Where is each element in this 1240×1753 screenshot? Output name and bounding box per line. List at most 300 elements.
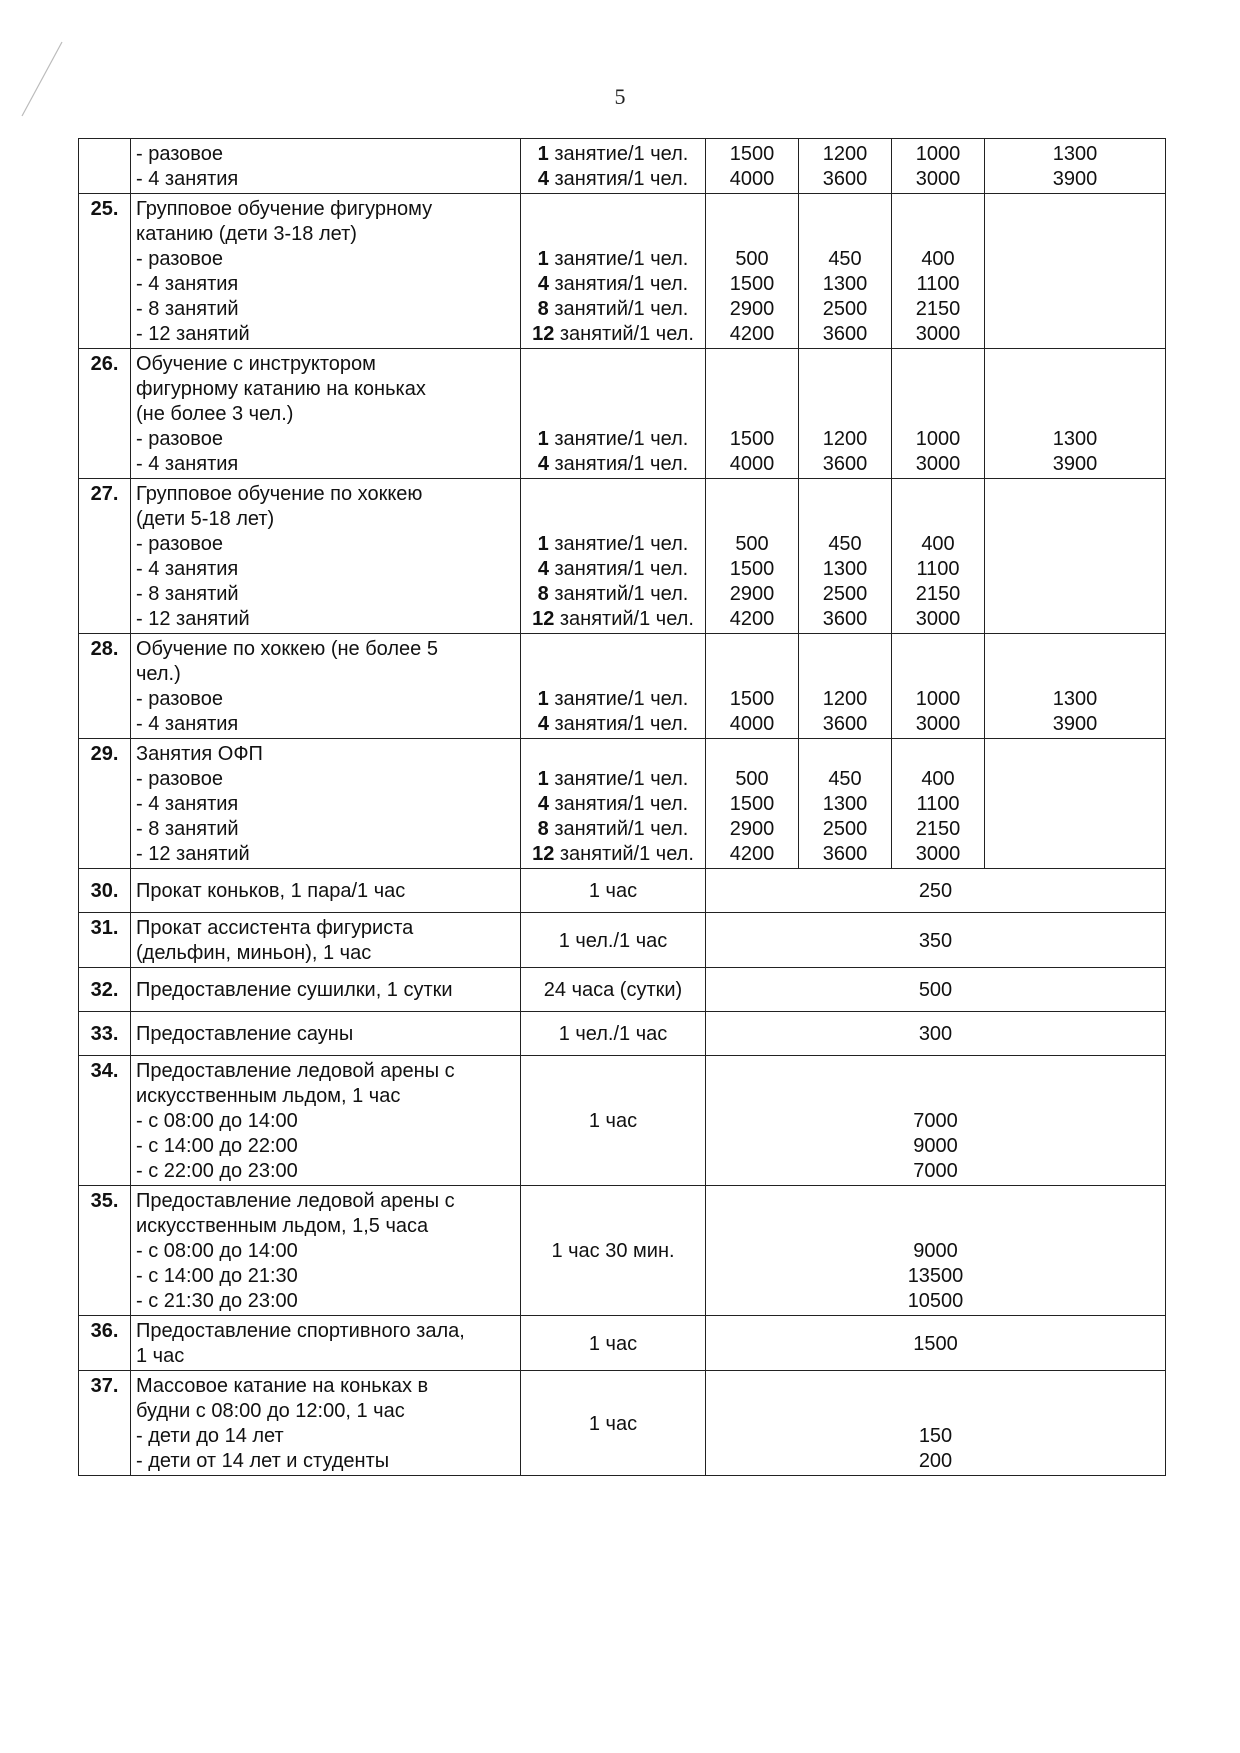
service-title-line: фигурному катанию на коньках — [136, 378, 426, 400]
spacer — [897, 352, 979, 377]
service-description — [131, 1371, 521, 1476]
item-number: 34. — [79, 1056, 131, 1186]
service-title-line: катанию (дети 3-18 лет) — [136, 223, 357, 245]
spacer — [711, 197, 793, 222]
price-cell-p4 — [985, 194, 1166, 349]
service-option: - 4 занятия — [136, 273, 239, 295]
unit-text: занятий/1 чел. — [548, 583, 689, 605]
table-row — [79, 1371, 1166, 1476]
price-value: 500 — [918, 979, 953, 1001]
price-value: 500 — [735, 533, 769, 555]
table-row — [79, 349, 1166, 479]
spacer — [711, 1374, 1160, 1399]
price-value: 1500 — [729, 273, 775, 295]
spacer — [526, 637, 700, 662]
spacer — [804, 402, 886, 427]
price-value: 3600 — [822, 323, 868, 345]
unit-text: занятий/1 чел. — [554, 843, 694, 865]
unit-line — [526, 842, 700, 867]
price-cell-p4 — [985, 139, 1166, 194]
merged-price-cell — [706, 1056, 1166, 1186]
spacer — [711, 1059, 1160, 1084]
unit-text: занятий/1 чел. — [554, 608, 694, 630]
unit-count: 4 — [537, 453, 549, 475]
unit-line — [526, 557, 700, 582]
merged-price-cell — [706, 1012, 1166, 1056]
unit-cell: 1 чел./1 час — [521, 1012, 706, 1056]
unit-cell — [521, 739, 706, 869]
table-row — [79, 139, 1166, 194]
service-option: - разовое — [136, 143, 223, 165]
price-value: 450 — [828, 768, 862, 790]
spacer — [804, 197, 886, 222]
item-number: 30. — [79, 869, 131, 913]
price-value: 1500 — [729, 428, 775, 450]
spacer — [897, 662, 979, 687]
price-cell-p2 — [799, 139, 892, 194]
price-value: 2500 — [822, 818, 868, 840]
price-value: 1300 — [822, 558, 868, 580]
price-value: 3900 — [1052, 713, 1098, 735]
table-row — [79, 1316, 1166, 1371]
price-value: 1100 — [916, 793, 960, 815]
service-title-line: (не более 3 чел.) — [136, 403, 294, 425]
item-number: 36. — [79, 1316, 131, 1371]
unit-text: занятия/1 чел. — [548, 168, 689, 190]
spacer — [526, 377, 700, 402]
unit-cell — [521, 139, 706, 194]
price-value: 2500 — [822, 298, 868, 320]
table-row — [79, 1056, 1166, 1186]
spacer — [804, 352, 886, 377]
merged-price-cell — [706, 869, 1166, 913]
unit-line — [526, 532, 700, 557]
spacer — [897, 377, 979, 402]
price-value: 7000 — [913, 1160, 958, 1182]
price-cell-p3 — [892, 739, 985, 869]
unit-count: 12 — [532, 608, 555, 630]
price-value: 1500 — [729, 688, 775, 710]
price-cell-p4 — [985, 349, 1166, 479]
price-value: 400 — [921, 768, 955, 790]
service-option: - разовое — [136, 533, 223, 555]
merged-price-cell — [706, 1371, 1166, 1476]
unit-cell — [521, 479, 706, 634]
price-cell-p1 — [706, 139, 799, 194]
spacer — [804, 742, 886, 767]
spacer — [526, 482, 700, 507]
table-row — [79, 869, 1166, 913]
spacer — [711, 377, 793, 402]
unit-text: занятий/1 чел. — [554, 323, 694, 345]
item-number: 35. — [79, 1186, 131, 1316]
unit-count: 12 — [532, 843, 555, 865]
price-value: 2150 — [915, 818, 961, 840]
price-value: 1000 — [915, 688, 961, 710]
price-value: 3000 — [915, 323, 961, 345]
unit-line — [526, 792, 700, 817]
service-option: - с 14:00 до 22:00 — [136, 1135, 298, 1157]
price-value: 1200 — [822, 688, 868, 710]
spacer — [526, 197, 700, 222]
price-value: 450 — [828, 533, 862, 555]
table-row — [79, 634, 1166, 739]
service-option: - 4 занятия — [136, 558, 239, 580]
unit-count: 4 — [537, 168, 549, 190]
merged-price-cell — [706, 913, 1166, 968]
service-description — [131, 194, 521, 349]
unit-line — [526, 272, 700, 297]
spacer — [897, 222, 979, 247]
service-title-line: Групповое обучение фигурному — [136, 198, 433, 220]
service-title-line: Массовое катание на коньках в — [136, 1375, 429, 1397]
spacer — [804, 507, 886, 532]
price-value: 1100 — [916, 273, 960, 295]
service-title-line: искусственным льдом, 1 час — [136, 1085, 401, 1107]
service-option: - 4 занятия — [136, 793, 239, 815]
unit-count: 4 — [537, 713, 549, 735]
unit-count: 4 — [537, 273, 549, 295]
price-value: 200 — [918, 1450, 953, 1472]
price-cell-p2 — [799, 634, 892, 739]
service-description — [131, 479, 521, 634]
unit-cell: 1 час — [521, 869, 706, 913]
unit-text: занятия/1 чел. — [548, 793, 689, 815]
unit-count: 1 — [537, 768, 549, 790]
spacer — [990, 352, 1160, 377]
price-value: 4000 — [729, 168, 775, 190]
price-value: 400 — [921, 533, 955, 555]
spacer — [897, 637, 979, 662]
service-title-line: (дети 5-18 лет) — [136, 508, 275, 530]
price-cell-p3 — [892, 139, 985, 194]
unit-text: занятия/1 чел. — [548, 273, 689, 295]
service-title-line: Групповое обучение по хоккею — [136, 483, 423, 505]
table-row — [79, 739, 1166, 869]
spacer — [804, 222, 886, 247]
price-value: 9000 — [913, 1135, 958, 1157]
item-number: 37. — [79, 1371, 131, 1476]
service-title-line: Прокат коньков, 1 пара/1 час — [136, 880, 406, 902]
table-row — [79, 194, 1166, 349]
spacer — [804, 377, 886, 402]
spacer — [526, 742, 700, 767]
service-title-line: Занятия ОФП — [136, 743, 263, 765]
unit-cell — [521, 194, 706, 349]
table-row — [79, 1186, 1166, 1316]
spacer — [526, 352, 700, 377]
unit-line — [526, 247, 700, 272]
price-cell-p2 — [799, 194, 892, 349]
price-value: 4200 — [729, 608, 775, 630]
price-value: 3600 — [822, 713, 868, 735]
service-option: - дети до 14 лет — [136, 1425, 284, 1447]
item-number: 29. — [79, 739, 131, 869]
price-value: 3600 — [822, 608, 868, 630]
service-description — [131, 1056, 521, 1186]
service-option: - 4 занятия — [136, 453, 239, 475]
price-cell-p1 — [706, 349, 799, 479]
spacer — [711, 222, 793, 247]
service-option: - дети от 14 лет и студенты — [136, 1450, 390, 1472]
price-value: 3000 — [915, 843, 961, 865]
price-value: 2150 — [915, 298, 961, 320]
price-value: 2900 — [729, 818, 775, 840]
price-cell-p1 — [706, 194, 799, 349]
service-title-line: Предоставление сушилки, 1 сутки — [136, 979, 453, 1001]
service-description — [131, 913, 521, 968]
spacer — [711, 637, 793, 662]
price-value: 1200 — [822, 143, 868, 165]
item-number: 26. — [79, 349, 131, 479]
price-value: 7000 — [913, 1110, 958, 1132]
unit-count: 8 — [537, 818, 549, 840]
price-value: 1000 — [915, 428, 961, 450]
price-cell-p2 — [799, 349, 892, 479]
price-value: 2500 — [822, 583, 868, 605]
unit-text: занятие/1 чел. — [548, 688, 689, 710]
service-title-line: Предоставление ледовой арены с — [136, 1190, 455, 1212]
price-value: 3600 — [822, 168, 868, 190]
unit-cell: 1 час — [521, 1371, 706, 1476]
service-title-line: 1 час — [136, 1345, 185, 1367]
service-option: - с 22:00 до 23:00 — [136, 1160, 298, 1182]
price-cell-p3 — [892, 634, 985, 739]
scan-edge-mark — [18, 40, 68, 120]
price-cell-p4 — [985, 739, 1166, 869]
spacer — [897, 197, 979, 222]
unit-text: занятие/1 чел. — [548, 143, 689, 165]
table-row — [79, 1012, 1166, 1056]
unit-line — [526, 607, 700, 632]
price-value: 500 — [735, 768, 769, 790]
price-value: 10500 — [907, 1290, 964, 1312]
spacer — [711, 482, 793, 507]
unit-text: занятий/1 чел. — [548, 298, 689, 320]
price-value: 1500 — [913, 1332, 958, 1355]
spacer — [711, 352, 793, 377]
item-number: 28. — [79, 634, 131, 739]
service-option: - с 08:00 до 14:00 — [136, 1240, 298, 1262]
service-description — [131, 739, 521, 869]
unit-line — [526, 322, 700, 347]
price-table — [78, 138, 1166, 1476]
spacer — [897, 482, 979, 507]
price-cell-p4 — [985, 634, 1166, 739]
unit-text: занятия/1 чел. — [548, 558, 689, 580]
unit-line — [526, 817, 700, 842]
item-number — [79, 139, 131, 194]
service-option: - разовое — [136, 428, 223, 450]
price-cell-p3 — [892, 349, 985, 479]
price-value: 1300 — [1052, 143, 1098, 165]
service-title-line: Прокат ассистента фигуриста — [136, 917, 414, 939]
spacer — [526, 662, 700, 687]
price-value: 1300 — [822, 793, 868, 815]
price-value: 3600 — [822, 843, 868, 865]
spacer — [804, 662, 886, 687]
unit-line — [526, 687, 700, 712]
unit-count: 1 — [537, 143, 549, 165]
price-value: 4200 — [729, 843, 775, 865]
price-value: 1100 — [916, 558, 960, 580]
unit-text: занятие/1 чел. — [548, 428, 689, 450]
unit-text: занятие/1 чел. — [548, 768, 689, 790]
unit-line — [526, 767, 700, 792]
price-value: 3600 — [822, 453, 868, 475]
price-value: 1500 — [729, 143, 775, 165]
service-option: - разовое — [136, 688, 223, 710]
merged-price-cell — [706, 1186, 1166, 1316]
table-row — [79, 968, 1166, 1012]
spacer — [990, 637, 1160, 662]
spacer — [804, 482, 886, 507]
unit-line — [526, 142, 700, 167]
service-title-line: Предоставление ледовой арены с — [136, 1060, 455, 1082]
price-value: 400 — [921, 248, 955, 270]
price-value: 4000 — [729, 453, 775, 475]
price-cell-p1 — [706, 634, 799, 739]
service-description — [131, 1316, 521, 1371]
price-cell-p1 — [706, 739, 799, 869]
unit-cell — [521, 634, 706, 739]
price-value: 1300 — [1052, 688, 1098, 710]
unit-count: 1 — [537, 248, 549, 270]
service-option: - 12 занятий — [136, 608, 250, 630]
service-title-line: чел.) — [136, 663, 181, 685]
spacer — [711, 1214, 1160, 1239]
unit-line — [526, 582, 700, 607]
unit-cell: 24 часа (сутки) — [521, 968, 706, 1012]
price-value: 13500 — [907, 1265, 964, 1287]
spacer — [897, 402, 979, 427]
price-value: 4200 — [729, 323, 775, 345]
item-number: 31. — [79, 913, 131, 968]
price-value: 2900 — [729, 298, 775, 320]
unit-line — [526, 452, 700, 477]
unit-line — [526, 297, 700, 322]
price-value: 4000 — [729, 713, 775, 735]
unit-cell — [521, 349, 706, 479]
unit-cell: 1 час — [521, 1316, 706, 1371]
item-number: 33. — [79, 1012, 131, 1056]
service-description — [131, 1186, 521, 1316]
table-row — [79, 479, 1166, 634]
service-description — [131, 1012, 521, 1056]
price-value: 350 — [918, 929, 953, 952]
service-option: - 8 занятий — [136, 583, 239, 605]
price-value: 1300 — [1052, 428, 1098, 450]
price-value: 1500 — [729, 793, 775, 815]
spacer — [711, 742, 793, 767]
service-description — [131, 139, 521, 194]
spacer — [711, 662, 793, 687]
service-title-line: Предоставление спортивного зала, — [136, 1320, 465, 1342]
spacer — [526, 402, 700, 427]
service-option: - 4 занятия — [136, 713, 239, 735]
table-row — [79, 913, 1166, 968]
service-title-line: Обучение по хоккею (не более 5 — [136, 638, 438, 660]
unit-line — [526, 712, 700, 737]
merged-price-cell — [706, 1316, 1166, 1371]
price-value: 1300 — [822, 273, 868, 295]
unit-count: 1 — [537, 533, 549, 555]
price-value: 450 — [828, 248, 862, 270]
spacer — [990, 377, 1160, 402]
price-value: 3000 — [915, 168, 961, 190]
service-description — [131, 349, 521, 479]
price-cell-p2 — [799, 739, 892, 869]
spacer — [897, 742, 979, 767]
price-value: 300 — [918, 1023, 953, 1045]
price-value: 9000 — [913, 1240, 958, 1262]
item-number: 32. — [79, 968, 131, 1012]
service-title-line: (дельфин, миньон), 1 час — [136, 942, 372, 964]
spacer — [711, 1189, 1160, 1214]
page-number: 5 — [614, 84, 626, 109]
spacer — [804, 637, 886, 662]
service-option: - 12 занятий — [136, 843, 250, 865]
unit-text: занятие/1 чел. — [548, 533, 689, 555]
price-value: 1500 — [729, 558, 775, 580]
price-value: 500 — [735, 248, 769, 270]
unit-line — [526, 427, 700, 452]
service-option: - разовое — [136, 768, 223, 790]
item-number: 25. — [79, 194, 131, 349]
unit-count: 8 — [537, 298, 549, 320]
unit-count: 4 — [537, 793, 549, 815]
price-value: 3900 — [1052, 168, 1098, 190]
unit-text: занятия/1 чел. — [548, 713, 689, 735]
unit-line — [526, 167, 700, 192]
service-option: - 4 занятия — [136, 168, 239, 190]
unit-text: занятие/1 чел. — [548, 248, 689, 270]
price-value: 3000 — [915, 713, 961, 735]
unit-text: занятия/1 чел. — [548, 453, 689, 475]
price-cell-p1 — [706, 479, 799, 634]
item-number: 27. — [79, 479, 131, 634]
unit-count: 1 — [537, 688, 549, 710]
unit-cell: 1 час — [521, 1056, 706, 1186]
price-value: 1200 — [822, 428, 868, 450]
service-option: - 12 занятий — [136, 323, 250, 345]
spacer — [711, 507, 793, 532]
price-value: 3000 — [915, 608, 961, 630]
spacer — [526, 222, 700, 247]
price-value: 1000 — [915, 143, 961, 165]
service-description — [131, 968, 521, 1012]
service-option: - 8 занятий — [136, 818, 239, 840]
price-value: 250 — [918, 880, 953, 902]
unit-cell: 1 чел./1 час — [521, 913, 706, 968]
spacer — [711, 402, 793, 427]
service-option: - с 21:30 до 23:00 — [136, 1290, 298, 1312]
unit-count: 1 — [537, 428, 549, 450]
unit-text: занятий/1 чел. — [548, 818, 689, 840]
price-cell-p4 — [985, 479, 1166, 634]
merged-price-cell — [706, 968, 1166, 1012]
service-description — [131, 634, 521, 739]
spacer — [711, 1399, 1160, 1424]
service-title-line: Обучение с инструктором — [136, 353, 376, 375]
service-title-line: искусственным льдом, 1,5 часа — [136, 1215, 429, 1237]
price-cell-p2 — [799, 479, 892, 634]
unit-cell: 1 час 30 мин. — [521, 1186, 706, 1316]
service-option: - с 08:00 до 14:00 — [136, 1110, 298, 1132]
service-option: - 8 занятий — [136, 298, 239, 320]
price-value: 2900 — [729, 583, 775, 605]
spacer — [990, 402, 1160, 427]
